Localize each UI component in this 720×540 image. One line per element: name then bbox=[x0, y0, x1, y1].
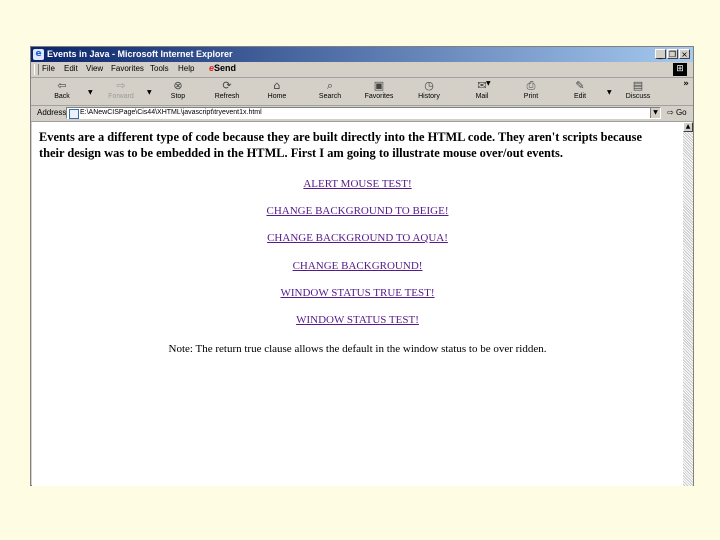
address-input[interactable] bbox=[66, 107, 661, 119]
edit-label: Edit bbox=[573, 93, 587, 100]
browser-window bbox=[30, 46, 694, 486]
back-label: Back bbox=[54, 93, 70, 100]
refresh-label: Refresh bbox=[214, 93, 240, 100]
standard-toolbar bbox=[31, 78, 693, 106]
address-value: E:\ANewCISPage\Cis44\XHTML\javascript\tryevent1x.html bbox=[80, 109, 262, 116]
link-row-3 bbox=[32, 232, 683, 244]
history-button[interactable] bbox=[408, 78, 450, 105]
ie-logo-icon: e bbox=[33, 49, 44, 60]
search-button[interactable] bbox=[309, 78, 351, 105]
change-background-link[interactable]: CHANGE BACKGROUND! bbox=[292, 260, 423, 272]
print-icon: ⎙ bbox=[526, 79, 536, 92]
edit-button[interactable] bbox=[559, 78, 601, 105]
refresh-button[interactable] bbox=[206, 78, 248, 105]
discuss-label: Discuss bbox=[625, 93, 651, 100]
menu-help[interactable]: Help bbox=[178, 64, 195, 73]
address-label: Address bbox=[37, 108, 67, 117]
window-status-test-link[interactable]: WINDOW STATUS TEST! bbox=[296, 314, 419, 326]
minimize-button[interactable]: _ bbox=[655, 49, 666, 59]
vertical-scrollbar[interactable] bbox=[683, 122, 693, 486]
search-icon: ⌕ bbox=[326, 79, 334, 92]
menu-bar bbox=[31, 62, 693, 78]
mail-label: Mail bbox=[475, 93, 489, 100]
maximize-button[interactable]: ❐ bbox=[668, 50, 677, 59]
send-e-icon: e bbox=[209, 63, 215, 73]
stop-button[interactable] bbox=[157, 78, 199, 105]
favorites-label: Favorites bbox=[364, 93, 394, 100]
link-row-1 bbox=[32, 178, 683, 190]
edit-dropdown-icon[interactable]: ▼ bbox=[607, 89, 612, 96]
stop-icon: ⊗ bbox=[173, 79, 183, 92]
menu-file[interactable]: File bbox=[42, 64, 55, 73]
menu-edit[interactable]: Edit bbox=[64, 64, 78, 73]
print-label: Print bbox=[523, 93, 539, 100]
discuss-icon: ▤ bbox=[632, 79, 644, 92]
toolbar-overflow-icon[interactable]: » bbox=[683, 79, 689, 89]
print-button[interactable] bbox=[510, 78, 552, 105]
forward-button[interactable] bbox=[100, 78, 142, 105]
go-button[interactable] bbox=[667, 108, 687, 117]
link-row-5 bbox=[32, 287, 683, 299]
menu-grip bbox=[34, 64, 39, 75]
go-label: Go bbox=[675, 108, 687, 117]
stop-label: Stop bbox=[170, 93, 186, 100]
go-arrow-icon: ⇨ bbox=[667, 108, 674, 117]
window-title: Events in Java - Microsoft Internet Explorer bbox=[47, 49, 233, 59]
back-dropdown-icon[interactable]: ▼ bbox=[88, 89, 93, 96]
change-background-beige-link[interactable]: CHANGE BACKGROUND TO BEIGE! bbox=[266, 205, 449, 217]
forward-arrow-icon: ⇨ bbox=[116, 79, 126, 92]
forward-label: Forward bbox=[108, 93, 134, 100]
discuss-button[interactable] bbox=[617, 78, 659, 105]
forward-dropdown-icon[interactable]: ▼ bbox=[147, 89, 152, 96]
scroll-up-arrow-icon[interactable]: ▲ bbox=[683, 122, 693, 132]
mail-dropdown-icon[interactable]: ▼ bbox=[486, 80, 491, 87]
history-label: History bbox=[418, 93, 440, 100]
send-button[interactable] bbox=[209, 63, 236, 73]
refresh-icon: ⟳ bbox=[222, 79, 232, 92]
intro-text: Events are a different type of code because they are built directly into the HTML code. They aren't scripts because their design was to be embedded in the HTML. First I am going to illustrate mouse over/out events. bbox=[39, 130, 642, 160]
favorites-icon: ▣ bbox=[373, 79, 385, 92]
link-row-4 bbox=[32, 260, 683, 272]
back-arrow-icon: ⇦ bbox=[57, 79, 67, 92]
alert-mouse-test-link[interactable]: ALERT MOUSE TEST! bbox=[303, 178, 412, 190]
back-button[interactable] bbox=[41, 78, 83, 105]
send-label: Send bbox=[214, 63, 237, 73]
address-bar bbox=[31, 106, 693, 122]
search-label: Search bbox=[318, 93, 342, 100]
favorites-button[interactable] bbox=[358, 78, 400, 105]
windows-logo-icon: ⊞ bbox=[673, 63, 687, 76]
note-text: Note: The return true clause allows the default in the window status to be over ridden. bbox=[168, 343, 547, 355]
mail-button[interactable] bbox=[461, 78, 503, 105]
menu-favorites[interactable]: Favorites bbox=[111, 64, 144, 73]
link-row-6 bbox=[32, 314, 683, 326]
link-row-2 bbox=[32, 205, 683, 217]
home-button[interactable] bbox=[256, 78, 298, 105]
edit-icon: ✎ bbox=[575, 79, 585, 92]
menu-view[interactable]: View bbox=[86, 64, 104, 73]
home-icon: ⌂ bbox=[273, 79, 281, 92]
change-background-aqua-link[interactable]: CHANGE BACKGROUND TO AQUA! bbox=[267, 232, 448, 244]
page-content bbox=[32, 122, 683, 486]
address-dropdown-icon[interactable]: ▼ bbox=[650, 108, 660, 118]
home-label: Home bbox=[267, 93, 287, 100]
page-icon bbox=[69, 109, 79, 119]
close-button[interactable]: × bbox=[679, 49, 690, 59]
history-icon: ◷ bbox=[424, 79, 434, 92]
window-status-true-test-link[interactable]: WINDOW STATUS TRUE TEST! bbox=[280, 287, 435, 299]
mail-icon: ✉ bbox=[477, 79, 487, 92]
title-bar[interactable] bbox=[31, 47, 693, 62]
menu-tools[interactable]: Tools bbox=[150, 64, 169, 73]
